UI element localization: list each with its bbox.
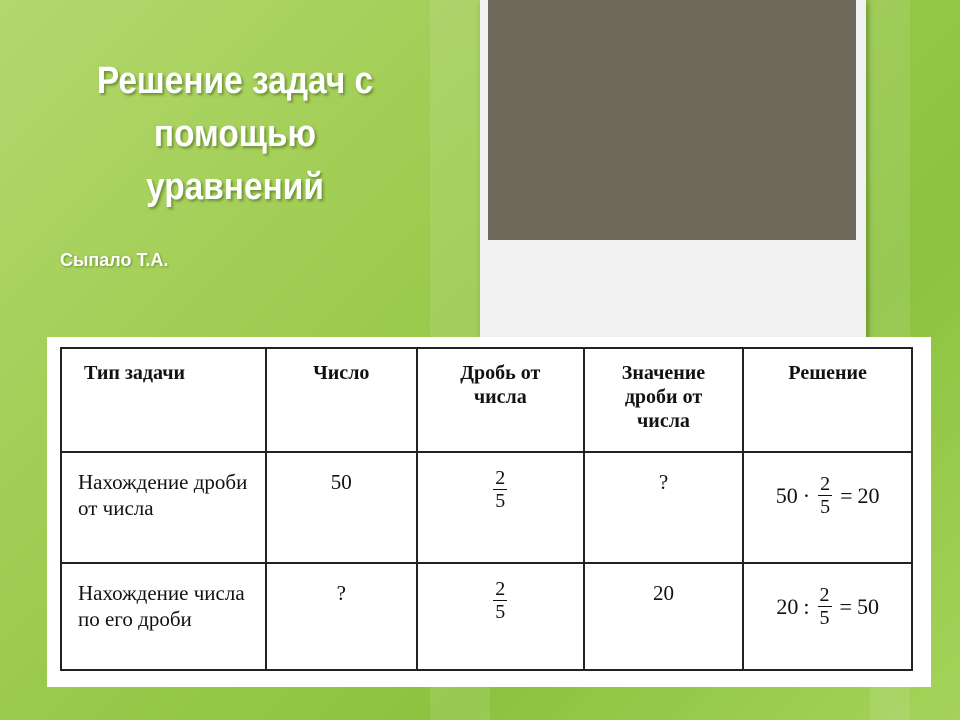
- row-number: ?: [266, 563, 417, 670]
- solution-operator: :: [803, 593, 810, 619]
- row-value: 20: [584, 563, 744, 670]
- fraction-numerator: 2: [495, 467, 506, 489]
- header-type: Тип задачи: [61, 348, 266, 452]
- author-name: Сыпало Т.А.: [60, 250, 169, 270]
- fraction-denominator: 5: [819, 607, 830, 629]
- header-number: Число: [266, 348, 417, 452]
- solution-expression: [776, 580, 879, 629]
- table-row: [61, 452, 912, 563]
- header-value-text: Значение дроби от числа: [621, 362, 706, 432]
- row-fraction: [417, 563, 584, 670]
- solution-left: 50: [775, 482, 798, 508]
- fraction-denominator: 5: [495, 601, 506, 623]
- row-solution: [743, 452, 912, 563]
- row-fraction: [417, 452, 584, 563]
- row-value: ?: [584, 452, 744, 563]
- row-number: 50: [266, 452, 417, 563]
- table-header-row: [61, 348, 912, 452]
- slide-title: Решение задач с помощью уравнений: [96, 60, 374, 208]
- fraction-denominator: 5: [820, 496, 831, 518]
- fraction-numerator: 2: [819, 584, 830, 606]
- row-solution: [743, 563, 912, 670]
- fraction-numerator: 2: [820, 473, 831, 495]
- solution-fraction: [818, 584, 832, 629]
- row-type: Нахождение числа по его дроби: [61, 563, 266, 670]
- solution-result: 50: [856, 593, 879, 619]
- header-value: [584, 348, 744, 452]
- header-fraction-text: Дробь от числа: [460, 362, 541, 408]
- header-fraction: [417, 348, 584, 452]
- table-row: [61, 563, 912, 670]
- solution-fraction: [818, 473, 832, 518]
- solution-expression: [776, 469, 880, 518]
- table-card: [47, 337, 931, 687]
- solution-operator: ·: [802, 482, 811, 508]
- row-type: Нахождение дроби от числа: [61, 452, 266, 563]
- header-solution: Решение: [743, 348, 912, 452]
- solution-left: 20: [776, 593, 799, 619]
- fraction: [493, 578, 507, 623]
- solution-result: 20: [857, 482, 880, 508]
- fraction-numerator: 2: [495, 578, 506, 600]
- photo-placeholder: [488, 0, 856, 240]
- solution-equals: =: [840, 482, 853, 508]
- fraction: [493, 467, 507, 512]
- solution-equals: =: [839, 593, 852, 619]
- fraction-denominator: 5: [495, 490, 506, 512]
- fraction-problems-table: [60, 347, 913, 671]
- photo-frame: [480, 0, 866, 345]
